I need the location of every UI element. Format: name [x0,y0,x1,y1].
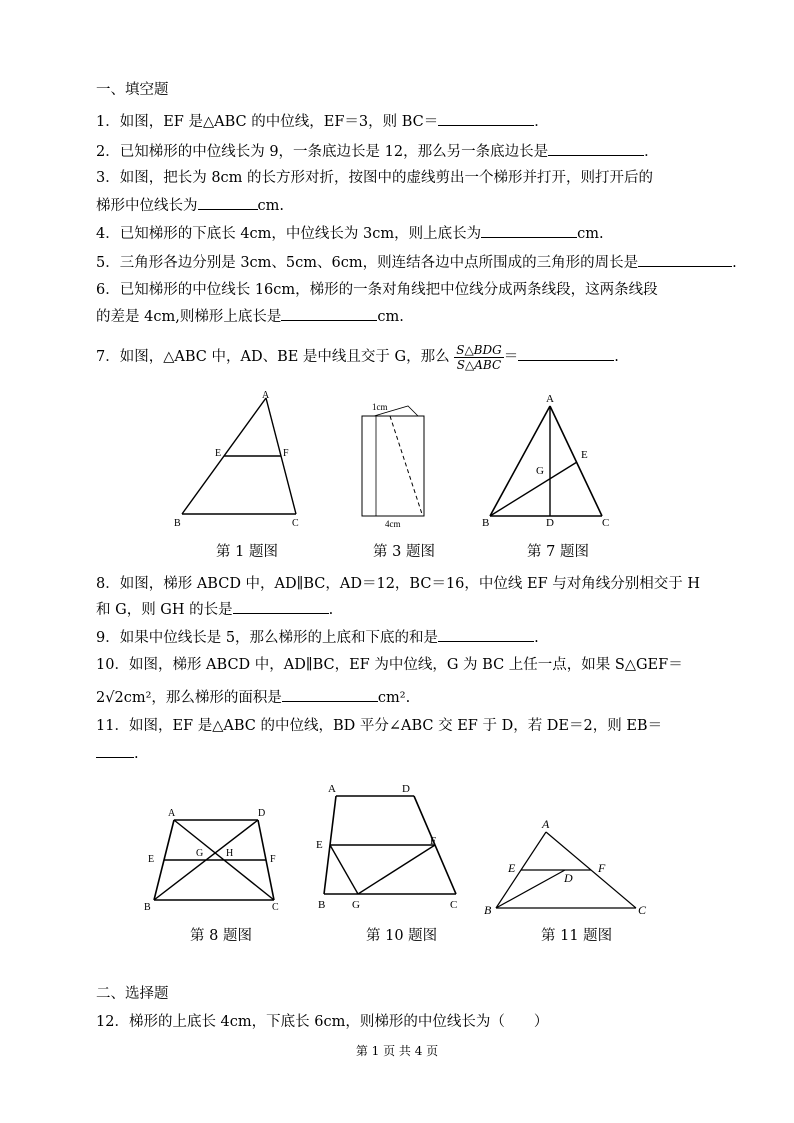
label-G: G [352,899,360,911]
label-top-1cm: 1cm [372,402,388,412]
question-5: 5．三角形各边分别是 3cm、5cm、6cm，则连结各边中点所围成的三角形的周长是 . [96,251,737,273]
label-F: F [283,448,289,459]
answer-blank[interactable] [281,305,377,321]
question-12: 12．梯形的上底长 4cm，下底长 6cm，则梯形的中位线长为（ ） [96,1014,549,1030]
section-title-choice: 二、选择题 [96,986,169,1002]
label-C: C [450,899,458,911]
answer-blank[interactable] [438,626,534,642]
label-C: C [638,903,647,916]
question-7: 7．如图，△ABC 中，AD、BE 是中线且交于 G，那么 $\frac{\text{S△BDG}}{\text{S△ABC}}$ ＝ . [96,342,619,372]
label-C: C [602,517,610,529]
caption-fig3: 第 3 题图 [373,544,435,560]
label-D: D [258,808,266,819]
label-D: D [564,871,573,885]
question-6: 6．已知梯形的中位线长 16cm，梯形的一条对角线把中位线分成两条线段，这两条线段 [96,282,658,298]
label-C: C [272,902,279,913]
answer-blank[interactable] [481,222,577,238]
label-A: A [546,393,554,405]
label-A: A [328,783,336,795]
label-F: F [270,854,276,865]
question-2: 2．已知梯形的中位线长为 9，一条底边长是 12，那么另一条底边长是 ． [96,140,659,162]
label-B: B [484,903,492,916]
area-ratio-fraction: $\frac{\text{S△BDG}}{\text{S△ABC}}$ [456,342,502,372]
figure-11 [478,812,658,916]
answer-blank[interactable] [96,742,134,758]
question-11: 11．如图，EF 是△ABC 的中位线，BD 平分∠ABC 交 EF 于 D，若 DE＝2，则 EB＝ [96,718,663,734]
question-3-cont: 梯形中位线长为 cm. [96,194,284,216]
answer-blank[interactable] [638,251,732,267]
label-E: E [148,854,155,865]
label-F: F [598,861,606,875]
caption-fig11: 第 11 题图 [541,928,613,944]
question-9: 9．如果中位线长是 5，那么梯形的上底和下底的和是 . [96,626,539,648]
label-B: B [144,902,151,913]
question-6-cont: 的差是 4cm,则梯形上底长是 cm. [96,305,404,327]
label-B: B [174,518,181,529]
caption-fig1: 第 1 题图 [216,544,278,560]
label-A: A [168,808,176,819]
figure-1 [170,388,310,530]
question-1: 1．如图，EF 是△ABC 的中位线，EF＝3，则 BC＝ ． [96,110,549,132]
question-4: 4．已知梯形的下底长 4cm，中位线长为 3cm，则上底长为 cm. [96,222,604,244]
label-E: E [581,449,588,461]
answer-blank[interactable] [518,345,614,361]
label-D: D [546,517,554,529]
label-F: F [430,835,437,847]
question-10: 10．如图，梯形 ABCD 中，AD∥BC，EF 为中位线，G 为 BC 上任一点，如果 S△GEF＝ [96,657,683,673]
answer-blank[interactable] [282,686,378,702]
figure-10 [310,778,470,916]
label-E: E [316,839,323,851]
label-G: G [536,465,544,477]
question-3: 3．如图，把长为 8cm 的长方形对折，按图中的虚线剪出一个梯形并打开，则打开后的 [96,170,654,186]
label-bottom-4cm: 4cm [385,519,401,529]
answer-blank[interactable] [438,110,534,126]
question-8-cont: 和 G，则 GH 的长是 . [96,598,333,620]
label-B: B [482,517,490,529]
figure-7 [478,388,618,530]
question-8: 8．如图，梯形 ABCD 中，AD∥BC，AD＝12，BC＝16，中位线 EF 与对角线分别相交于 H [96,576,701,592]
label-H: H [226,848,234,859]
label-A: A [262,390,270,401]
page-footer: 第 1 页 共 4 页 [355,1044,439,1058]
caption-fig10: 第 10 题图 [366,928,438,944]
answer-blank[interactable] [548,140,644,156]
label-E: E [508,861,516,875]
figure-8 [140,800,290,916]
question-11-cont: . [96,742,139,764]
label-C: C [292,518,299,529]
question-10-cont: 2√2cm²，那么梯形的面积是 cm². [96,686,410,708]
answer-blank[interactable] [233,598,329,614]
label-E: E [215,448,222,459]
answer-blank[interactable] [198,194,258,210]
caption-fig7: 第 7 题图 [527,544,589,560]
figure-3 [356,396,432,530]
section-title-fill: 一、填空题 [96,82,169,98]
label-G: G [196,848,204,859]
label-B: B [318,899,326,911]
caption-fig8: 第 8 题图 [190,928,252,944]
label-D: D [402,783,410,795]
label-A: A [542,817,550,831]
